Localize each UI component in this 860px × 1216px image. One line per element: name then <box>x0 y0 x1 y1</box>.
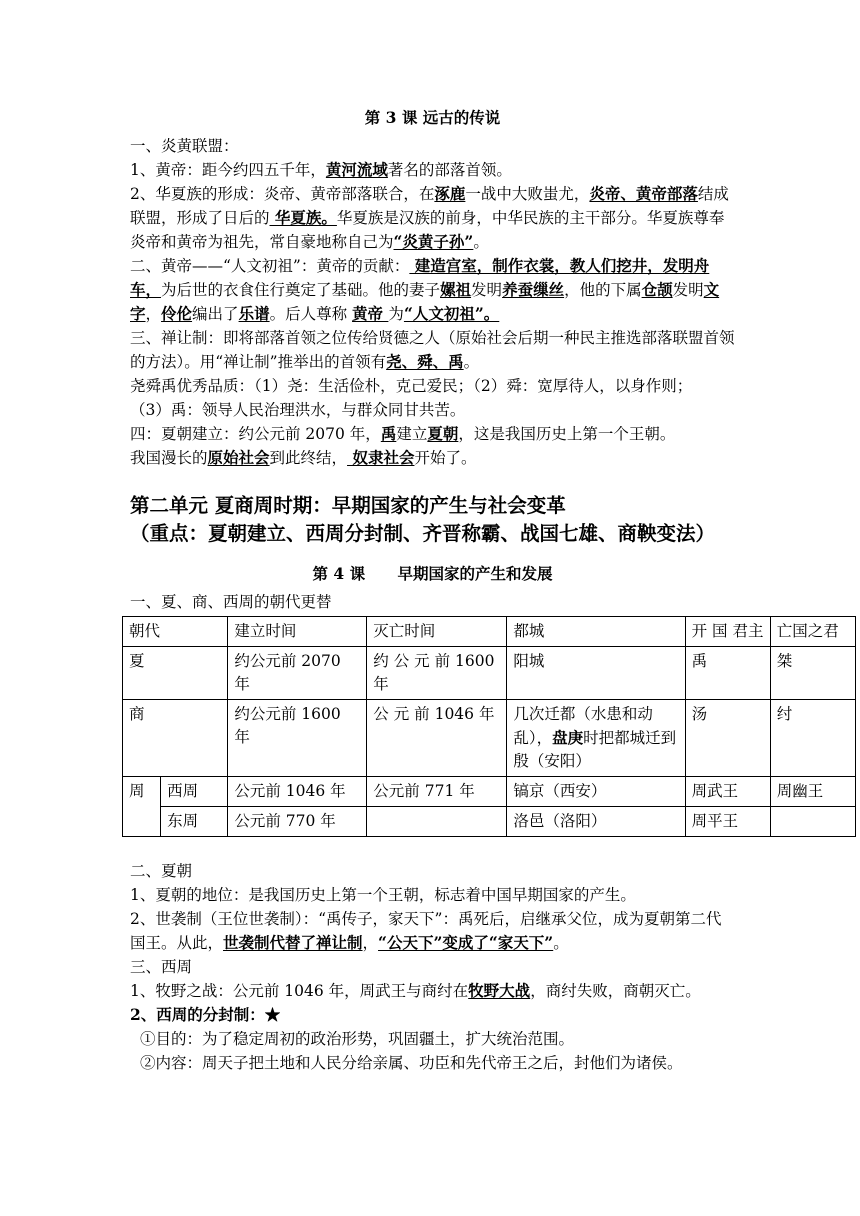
table-cell: 夏 <box>123 647 228 700</box>
section-heading: 二、夏朝 <box>130 862 193 880</box>
table-cell: 约 公 元 前 1600 年 <box>367 647 507 700</box>
spacer <box>130 470 735 492</box>
text: 华夏族是汉族的前身，中华民族的主干部分。华夏族尊奉炎帝和黄帝为祖先，常自豪地称自己为 <box>130 209 725 251</box>
text: 著名的部落首领。 <box>387 161 512 179</box>
key-term: “公天下”变成了“家天下” <box>378 933 554 952</box>
text: 1、牧野之战：公元前 1046 年，周武王与商纣在 <box>130 982 469 1000</box>
spacer <box>130 548 735 562</box>
text: 一战中大败蚩尤， <box>465 185 590 203</box>
section-heading: 三、西周 <box>130 958 193 976</box>
key-term: 乐谱 <box>238 304 270 323</box>
key-term: 禹 <box>380 424 397 443</box>
table-cell: 公元前 770 年 <box>228 807 367 837</box>
paragraph: ②内容：周天子把土地和人民分给亲属、功臣和先代帝王之后，封他们为诸侯。 <box>140 1054 683 1072</box>
text: 。 <box>463 353 480 371</box>
table-cell <box>367 807 507 837</box>
text: ，这是我国历史上第一个王朝。 <box>458 425 676 443</box>
paragraph <box>130 182 735 254</box>
key-term: 奴隶社会 <box>347 448 415 467</box>
table-row <box>123 700 856 777</box>
text: 2、世袭制（王位世袭制）：“禹传子，家天下”：禹死后，启继承父位，成为夏朝第二代国王。从此， <box>130 910 722 952</box>
text: 为 <box>388 305 404 323</box>
table-header-row <box>123 617 856 647</box>
table-cell <box>507 700 685 777</box>
table-cell: 周平王 <box>685 807 770 837</box>
key-term: 世袭制代替了禅让制 <box>223 933 363 952</box>
paragraph: （3）禹：领导人民治理洪水，与群众同甘共苦。 <box>130 401 466 419</box>
text: 1、黄帝：距今约四五千年， <box>130 161 326 179</box>
key-term: 夏朝 <box>427 424 459 443</box>
table-cell: 汤 <box>685 700 770 777</box>
table-cell: 周幽王 <box>770 777 855 807</box>
key-term: 嫘祖 <box>440 280 472 299</box>
table-cell: 东周 <box>161 807 228 837</box>
table-cell: 阳城 <box>507 647 685 700</box>
table-cell: 商 <box>123 700 228 777</box>
table-cell: 西周 <box>161 777 228 807</box>
table-row <box>123 647 856 700</box>
key-term: “炎黄子孙” <box>393 232 474 251</box>
key-term: 华夏族。 <box>269 208 337 227</box>
text: 。 <box>553 934 569 952</box>
text: 四：夏朝建立：约公元前 2070 年， <box>130 425 381 443</box>
table-cell: 禹 <box>685 647 770 700</box>
table-cell: 纣 <box>770 700 855 777</box>
lesson-3-title: 第 3 课 远古的传说 <box>364 108 501 127</box>
table-row <box>123 807 856 837</box>
unit-title: 第二单元 夏商周时期：早期国家的产生与社会变革 <box>130 494 566 517</box>
text: 编出了 <box>192 305 239 323</box>
text: 。后人尊称 <box>269 305 353 323</box>
dynasty-table <box>122 616 856 837</box>
key-term: “人文初祖”。 <box>403 304 500 323</box>
table-cell: 洛邑（洛阳） <box>507 807 685 837</box>
table-cell: 镐京（西安） <box>507 777 685 807</box>
section-heading: 一、炎黄联盟： <box>130 137 239 155</box>
paragraph <box>130 907 735 955</box>
table-cell: 桀 <box>770 647 855 700</box>
text: ， <box>145 305 162 323</box>
key-term: 牧野大战 <box>468 981 531 1000</box>
spacer <box>130 837 735 859</box>
key-term: 养蚕缫丝 <box>502 280 565 299</box>
text: 2、华夏族的形成：炎帝、黄帝部落联合，在 <box>130 185 435 203</box>
text: 时把都城迁到殷（安阳） <box>513 729 677 770</box>
key-term: 仓颉 <box>641 280 673 299</box>
text: 为后世的衣食住行奠定了基础。他的妻子 <box>161 281 441 299</box>
header-cell: 开 国 君主 <box>685 617 770 647</box>
key-term: 文字 <box>130 280 720 323</box>
unit-subtitle: （重点：夏朝建立、西周分封制、齐晋称霸、战国七雄、商鞅变法） <box>130 522 716 545</box>
text: 。 <box>473 233 489 251</box>
text: 发明 <box>471 281 503 299</box>
header-cell: 灭亡时间 <box>367 617 507 647</box>
key-term: 伶伦 <box>161 304 193 323</box>
lesson-4-title: 第 4 课 早期国家的产生和发展 <box>312 564 553 583</box>
key-term: 尧、舜、禹 <box>386 352 464 371</box>
key-term: 盘庚 <box>552 728 584 747</box>
header-cell: 建立时间 <box>228 617 367 647</box>
text: ，商纣失败，商朝灭亡。 <box>530 982 701 1000</box>
key-term: 原始社会 <box>207 448 270 467</box>
text: ，他的下属 <box>564 281 642 299</box>
text: 我国漫长的 <box>130 449 208 467</box>
table-cell <box>770 807 855 837</box>
key-term: 黄帝 <box>352 304 389 323</box>
paragraph: 尧舜禹优秀品质：（1）尧：生活俭朴，克己爱民；（2）舜：宽厚待人，以身作则； <box>130 377 693 395</box>
table-cell: 公元前 1046 年 <box>228 777 367 807</box>
table-cell: 公元前 771 年 <box>367 777 507 807</box>
text: 二、黄帝——“人文初祖”：黄帝的贡献： <box>130 257 410 275</box>
key-term: 炎帝、黄帝部落 <box>589 184 698 203</box>
table-cell: 周 <box>123 777 161 837</box>
paragraph <box>130 326 735 374</box>
table-cell: 周武王 <box>685 777 770 807</box>
table-cell: 公 元 前 1046 年 <box>367 700 507 777</box>
key-term: 建造宫室，制作衣裳，教人们挖井，发明舟车， <box>130 256 710 299</box>
paragraph <box>130 979 735 1003</box>
table-cell: 约公元前 1600 年 <box>228 700 367 777</box>
key-term: 黄河流域 <box>325 160 388 179</box>
text: 结成联盟，形成了日后的 <box>130 185 729 227</box>
text: 到此终结， <box>269 449 348 467</box>
paragraph <box>130 446 735 470</box>
text: 发明 <box>672 281 704 299</box>
section-heading: 一、夏、商、西周的朝代更替 <box>130 593 332 611</box>
header-cell: 朝代 <box>123 617 228 647</box>
header-cell: 亡国之君 <box>770 617 855 647</box>
text: 几次迁都（水患和动乱）， <box>513 705 653 747</box>
key-term: 涿鹿 <box>434 184 466 203</box>
table-row <box>123 777 856 807</box>
table-cell: 约公元前 2070 年 <box>228 647 367 700</box>
paragraph: ①目的：为了稳定周初的政治形势，巩固疆土，扩大统治范围。 <box>140 1030 575 1048</box>
paragraph <box>130 254 735 326</box>
paragraph <box>130 158 735 182</box>
text: 三、禅让制：即将部落首领之位传给贤德之人（原始社会后期一种民主推选部落联盟首领的方法）。用“禅让制”推举出的首领有 <box>130 329 735 371</box>
paragraph: 1、夏朝的地位：是我国历史上第一个王朝，标志着中国早期国家的产生。 <box>130 886 636 904</box>
text: 建立 <box>396 425 428 443</box>
paragraph <box>130 422 735 446</box>
paragraph-heading: 2、西周的分封制：★ <box>130 1005 281 1024</box>
text: 开始了。 <box>414 449 477 467</box>
header-cell: 都城 <box>507 617 685 647</box>
document-page <box>129 106 839 1075</box>
text: ， <box>362 934 379 952</box>
